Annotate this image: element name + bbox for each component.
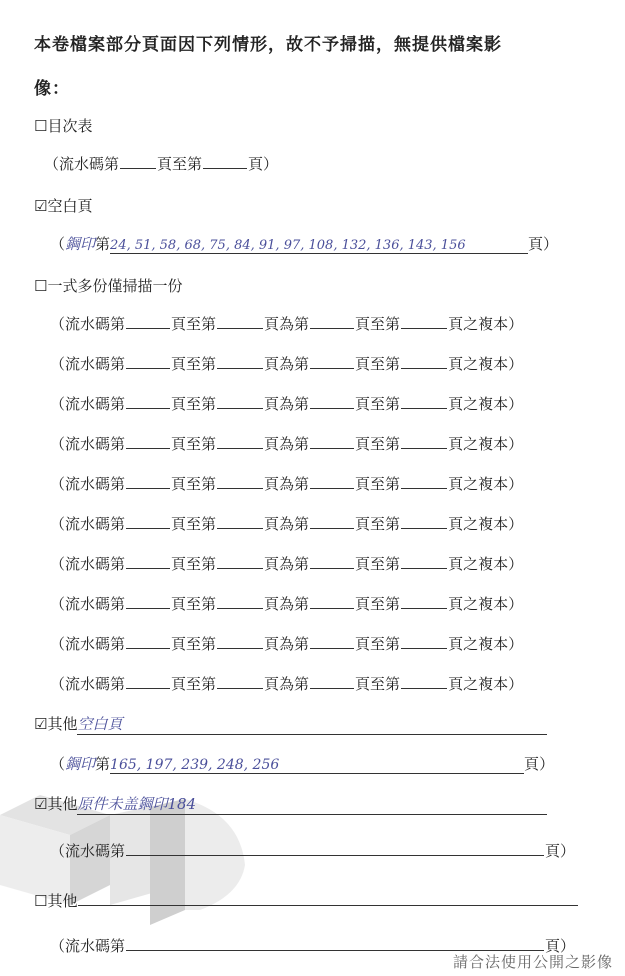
toc-label: ☐目次表 — [34, 117, 93, 135]
copy-row-text: 頁為第 — [264, 355, 310, 373]
other2-sub — [50, 840, 575, 861]
copy-row-text: 頁為第 — [264, 635, 310, 653]
copy-row-text: （流水碼第 — [50, 475, 126, 493]
copy-row — [50, 673, 523, 694]
copy-row-text: 頁至第 — [355, 355, 401, 373]
blank-pages-stamp: 鋼印 — [65, 235, 96, 253]
toc-sub-mid: 頁至第 — [157, 155, 203, 173]
other2-label — [34, 793, 547, 815]
blank-field — [126, 633, 170, 649]
other1-hand: 空白頁 — [77, 713, 547, 735]
blank-field — [401, 673, 447, 689]
copy-row-text: 頁至第 — [355, 395, 401, 413]
blank-field — [401, 313, 447, 329]
blank-field — [217, 633, 263, 649]
copy-row-text: （流水碼第 — [50, 675, 126, 693]
copy-row-text: 頁至第 — [171, 675, 217, 693]
blank-field — [217, 673, 263, 689]
copy-row-text: 頁之複本） — [448, 675, 524, 693]
blank-field — [217, 313, 263, 329]
blank-pages-open: （ — [50, 235, 66, 253]
copy-row-text: 頁至第 — [355, 555, 401, 573]
other1-sub — [50, 753, 554, 774]
header-line-1: 本卷檔案部分頁面因下列情形，故不予掃描，無提供檔案影 — [34, 35, 502, 55]
other3-label — [34, 890, 579, 911]
blank-field — [310, 433, 354, 449]
copy-row-text: 頁至第 — [355, 635, 401, 653]
blank-field — [126, 935, 544, 951]
copy-row-text: 頁之複本） — [448, 315, 524, 333]
blank-field — [126, 313, 170, 329]
blank-field — [217, 553, 263, 569]
blank-field — [217, 593, 263, 609]
blank-field — [401, 433, 447, 449]
blank-field — [401, 593, 447, 609]
blank-field — [126, 393, 170, 409]
copy-row-text: 頁為第 — [264, 675, 310, 693]
copy-row — [50, 313, 523, 334]
copy-row-text: 頁至第 — [171, 395, 217, 413]
blank-field — [126, 673, 170, 689]
blank-field — [126, 353, 170, 369]
multi-copy-label: ☐一式多份僅掃描一份 — [34, 277, 183, 295]
blank-field — [401, 393, 447, 409]
copy-row-text: 頁至第 — [171, 635, 217, 653]
copy-row — [50, 593, 523, 614]
copy-row-text: 頁至第 — [171, 595, 217, 613]
copy-row-text: 頁之複本） — [448, 595, 524, 613]
blank-field — [310, 393, 354, 409]
copy-row-text: （流水碼第 — [50, 395, 126, 413]
copy-row-text: 頁為第 — [264, 515, 310, 533]
copy-row — [50, 513, 523, 534]
other2-hand: 原件未盖鋼印184 — [77, 793, 547, 815]
blank-pages-list: 24, 51, 58, 68, 75, 84, 91, 97, 108, 132, 136, 143, 156 — [110, 238, 528, 254]
copy-row-text: 頁至第 — [355, 675, 401, 693]
other1-open: （ — [50, 755, 66, 773]
copy-row-text: 頁為第 — [264, 555, 310, 573]
copy-row-text: 頁至第 — [355, 515, 401, 533]
watermark: 請合法使用公開之影像 — [452, 953, 613, 971]
copy-row-text: 頁至第 — [171, 355, 217, 373]
copy-row — [50, 633, 523, 654]
copy-row-text: 頁至第 — [355, 435, 401, 453]
blank-field — [217, 353, 263, 369]
blank-field — [120, 153, 156, 169]
blank-field — [310, 513, 354, 529]
blank-field — [310, 673, 354, 689]
blank-field — [310, 353, 354, 369]
blank-field — [401, 353, 447, 369]
copy-row — [50, 473, 523, 494]
copy-row-text: 頁至第 — [171, 315, 217, 333]
blank-pages-word: 第 — [95, 235, 111, 253]
blank-field — [126, 513, 170, 529]
copy-row — [50, 433, 523, 454]
blank-field — [310, 593, 354, 609]
blank-field — [401, 553, 447, 569]
blank-field — [217, 513, 263, 529]
copy-row-text: 頁之複本） — [448, 395, 524, 413]
toc-sub-open: （流水碼第 — [44, 155, 120, 173]
copy-row-text: 頁為第 — [264, 395, 310, 413]
copy-row-text: 頁之複本） — [448, 635, 524, 653]
copy-row-text: （流水碼第 — [50, 435, 126, 453]
copy-row-text: 頁至第 — [355, 475, 401, 493]
other2-suffix: 頁） — [545, 842, 576, 860]
blank-field — [126, 593, 170, 609]
copy-row — [50, 353, 523, 374]
other2-open: （流水碼第 — [50, 842, 126, 860]
copy-row-text: 頁至第 — [355, 595, 401, 613]
blank-field — [401, 633, 447, 649]
other3-suffix: 頁） — [545, 937, 576, 955]
copy-row-text: 頁為第 — [264, 315, 310, 333]
blank-field — [310, 313, 354, 329]
blank-field — [78, 890, 578, 906]
blank-field — [401, 473, 447, 489]
toc-sub — [44, 153, 278, 174]
copy-row — [50, 393, 523, 414]
toc-sub-end: 頁） — [248, 155, 279, 173]
header-line-2: 像： — [34, 79, 70, 99]
blank-field — [126, 473, 170, 489]
blank-pages-sub — [50, 233, 558, 254]
blank-pages-label: ☑空白頁 — [34, 197, 93, 215]
other3-label-text: ☐其他 — [34, 892, 78, 910]
copy-row-text: 頁之複本） — [448, 475, 524, 493]
blank-pages-suffix: 頁） — [528, 235, 559, 253]
copy-row-text: 頁之複本） — [448, 515, 524, 533]
copy-row-text: 頁為第 — [264, 435, 310, 453]
blank-field — [310, 553, 354, 569]
copy-row-text: （流水碼第 — [50, 595, 126, 613]
other1-word: 第 — [95, 755, 111, 773]
copy-row-text: （流水碼第 — [50, 355, 126, 373]
blank-field — [217, 433, 263, 449]
blank-field — [126, 553, 170, 569]
other3-open: （流水碼第 — [50, 937, 126, 955]
copy-row-text: 頁至第 — [355, 315, 401, 333]
copy-row-text: （流水碼第 — [50, 635, 126, 653]
copy-row-text: （流水碼第 — [50, 315, 126, 333]
copy-row-text: （流水碼第 — [50, 555, 126, 573]
blank-field — [401, 513, 447, 529]
other1-close-paren: ） — [539, 755, 555, 773]
blank-field — [310, 473, 354, 489]
copy-row-text: （流水碼第 — [50, 515, 126, 533]
copy-row-text: 頁至第 — [171, 515, 217, 533]
copy-row-text: 頁之複本） — [448, 555, 524, 573]
other1-label — [34, 713, 547, 735]
copy-row-text: 頁之複本） — [448, 355, 524, 373]
blank-field — [126, 840, 544, 856]
other2-label-text: ☑其他 — [34, 795, 78, 813]
blank-field — [217, 393, 263, 409]
copy-row-text: 頁之複本） — [448, 435, 524, 453]
other1-stamp: 鋼印 — [65, 755, 96, 773]
copy-row-text: 頁至第 — [171, 555, 217, 573]
copy-row-text: 頁至第 — [171, 475, 217, 493]
copy-row-text: 頁為第 — [264, 595, 310, 613]
blank-field — [310, 633, 354, 649]
blank-field — [126, 433, 170, 449]
copy-row-text: 頁為第 — [264, 475, 310, 493]
other1-pages: 165, 197, 239, 248, 256 — [110, 757, 524, 774]
blank-field — [217, 473, 263, 489]
other1-label-text: ☑其他 — [34, 715, 78, 733]
blank-field — [203, 153, 247, 169]
copy-row-text: 頁至第 — [171, 435, 217, 453]
copy-row — [50, 553, 523, 574]
other1-suffix: 頁 — [524, 755, 540, 773]
